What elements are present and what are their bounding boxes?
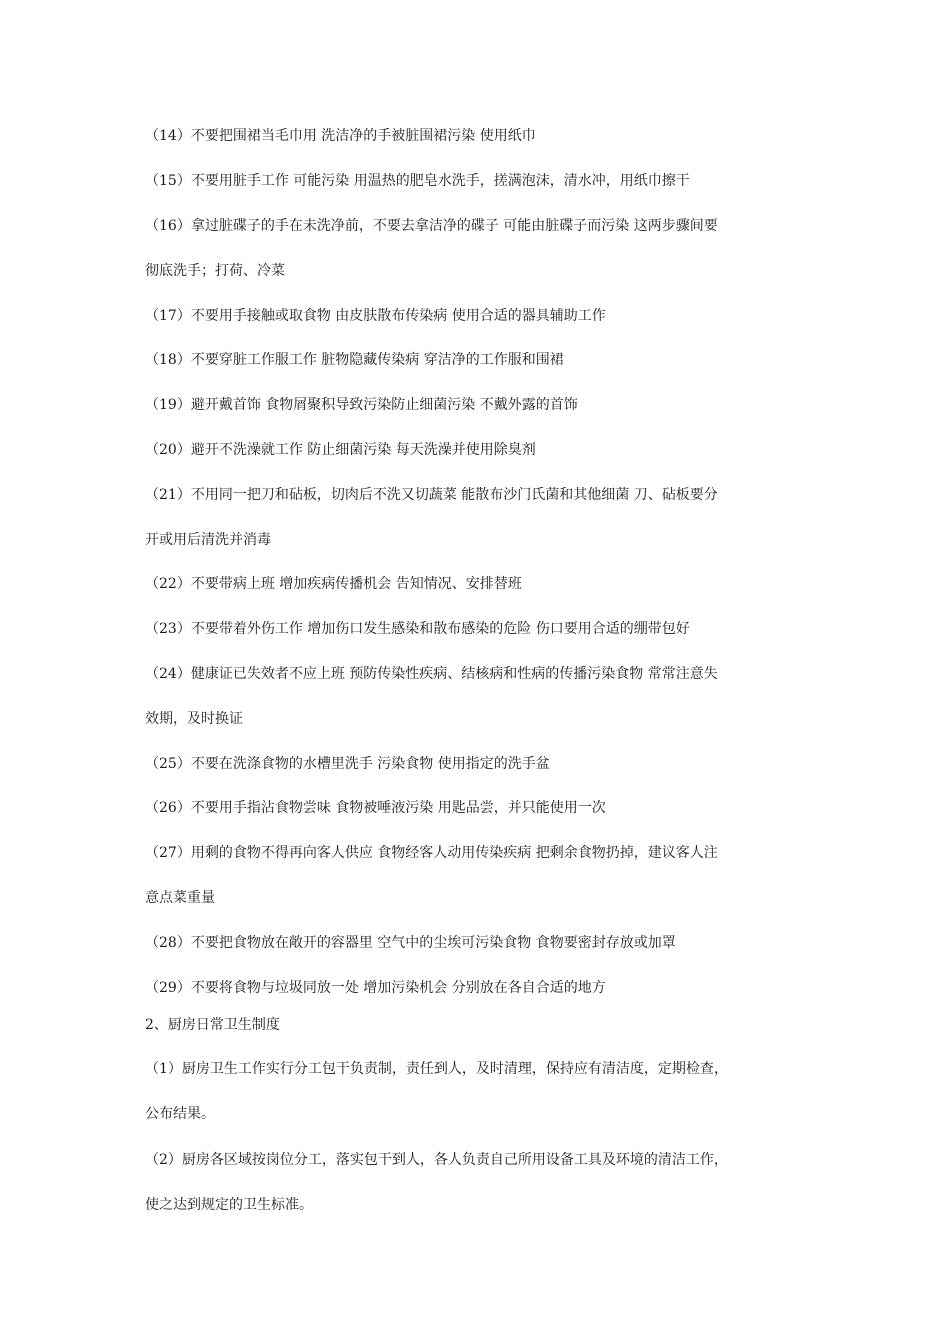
- text-line: 彻底洗手；打荷、冷菜: [145, 263, 285, 279]
- text-line: （14）不要把围裙当毛巾用 洗洁净的手被脏围裙污染 使用纸巾: [145, 128, 536, 144]
- text-line: 开或用后清洗并消毒: [145, 532, 271, 548]
- text-line: （15）不要用脏手工作 可能污染 用温热的肥皂水洗手，搓满泡沫，清水冲，用纸巾擦干: [145, 173, 690, 189]
- text-line: （24）健康证已失效者不应上班 预防传染性疾病、结核病和性病的传播污染食物 常常注意失: [145, 666, 718, 682]
- text-line: （16）拿过脏碟子的手在未洗净前，不要去拿洁净的碟子 可能由脏碟子而污染 这两步骤间要: [145, 218, 718, 234]
- text-line: 意点菜重量: [145, 890, 215, 906]
- text-line: （23）不要带着外伤工作 增加伤口发生感染和散布感染的危险 伤口要用合适的绷带包好: [145, 621, 690, 637]
- text-line: （20）避开不洗澡就工作 防止细菌污染 每天洗澡并使用除臭剂: [145, 442, 536, 458]
- text-line: 效期，及时换证: [145, 711, 243, 727]
- text-line: （25）不要在洗涤食物的水槽里洗手 污染食物 使用指定的洗手盆: [145, 756, 550, 772]
- text-line: （29）不要将食物与垃圾同放一处 增加污染机会 分别放在各自合适的地方: [145, 980, 606, 996]
- text-line: （21）不用同一把刀和砧板，切肉后不洗又切蔬菜 能散布沙门氏菌和其他细菌 刀、砧板要分: [145, 487, 718, 503]
- text-line: 公布结果。: [145, 1106, 215, 1122]
- text-line: （17）不要用手接触或取食物 由皮肤散布传染病 使用合适的器具辅助工作: [145, 308, 606, 324]
- text-line: （22）不要带病上班 增加疾病传播机会 告知情况、安排替班: [145, 576, 522, 592]
- text-line: （1）厨房卫生工作实行分工包干负责制，责任到人，及时清理，保持应有清洁度，定期检查，: [145, 1061, 728, 1077]
- text-line: （19）避开戴首饰 食物屑聚积导致污染防止细菌污染 不戴外露的首饰: [145, 397, 578, 413]
- text-line: （18）不要穿脏工作服工作 脏物隐藏传染病 穿洁净的工作服和围裙: [145, 352, 564, 368]
- text-line: （26）不要用手指沾食物尝味 食物被唾液污染 用匙品尝，并只能使用一次: [145, 800, 606, 816]
- text-line: 使之达到规定的卫生标准。: [145, 1197, 313, 1213]
- text-line: （27）用剩的食物不得再向客人供应 食物经客人动用传染疾病 把剩余食物扔掉，建议客人注: [145, 845, 718, 861]
- section-heading: 2、厨房日常卫生制度: [145, 1017, 280, 1033]
- text-line: （28）不要把食物放在敞开的容器里 空气中的尘埃可污染食物 食物要密封存放或加罩: [145, 935, 676, 951]
- text-line: （2）厨房各区域按岗位分工，落实包干到人，各人负责自己所用设备工具及环境的清洁工作，: [145, 1152, 728, 1168]
